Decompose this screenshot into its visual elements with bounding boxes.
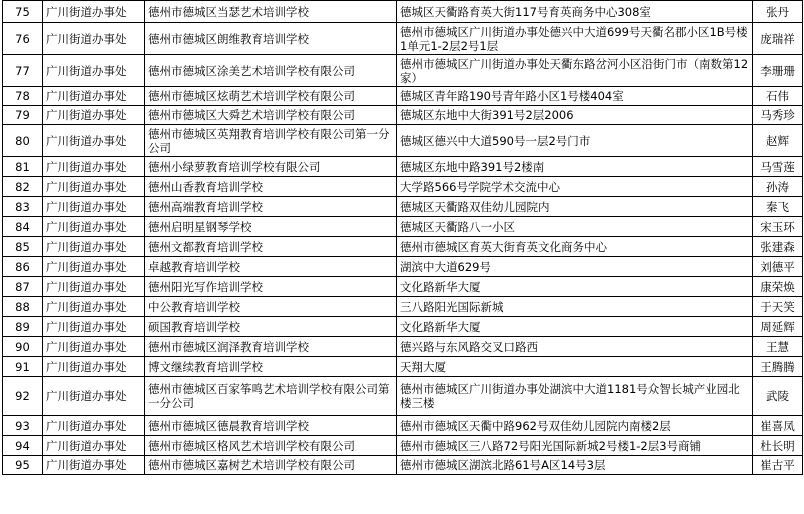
cell-school-name: 德州市德城区朗维教育培训学校 xyxy=(145,23,397,55)
cell-subdistrict: 广川街道办事处 xyxy=(43,357,145,377)
cell-number: 76 xyxy=(3,23,43,55)
cell-contact-person: 杜长明 xyxy=(753,436,803,456)
table-row xyxy=(3,416,803,436)
cell-subdistrict: 广川街道办事处 xyxy=(43,317,145,337)
schools-table-body xyxy=(3,1,803,475)
cell-school-name: 德州山香教育培训学校 xyxy=(145,177,397,197)
cell-number: 93 xyxy=(3,416,43,436)
cell-subdistrict: 广川街道办事处 xyxy=(43,337,145,357)
cell-number: 75 xyxy=(3,1,43,23)
cell-school-name: 德州高端教育培训学校 xyxy=(145,197,397,217)
cell-number: 81 xyxy=(3,157,43,177)
table-row xyxy=(3,23,803,55)
cell-school-name: 德州小绿萝教育培训学校有限公司 xyxy=(145,157,397,177)
cell-address: 德城区天衢路育英大街117号育英商务中心308室 xyxy=(397,1,753,23)
table-row xyxy=(3,277,803,297)
cell-address: 德城区东地中大街391号2层2006 xyxy=(397,106,753,125)
cell-contact-person: 石伟 xyxy=(753,87,803,106)
cell-contact-person: 赵辉 xyxy=(753,125,803,157)
cell-number: 92 xyxy=(3,377,43,416)
cell-number: 95 xyxy=(3,456,43,475)
cell-address: 德城区德兴中大道590号一层2号门市 xyxy=(397,125,753,157)
table-row xyxy=(3,177,803,197)
table-row xyxy=(3,357,803,377)
cell-contact-person: 孙涛 xyxy=(753,177,803,197)
cell-subdistrict: 广川街道办事处 xyxy=(43,456,145,475)
table-row xyxy=(3,257,803,277)
cell-contact-person: 刘德平 xyxy=(753,257,803,277)
cell-subdistrict: 广川街道办事处 xyxy=(43,87,145,106)
cell-subdistrict: 广川街道办事处 xyxy=(43,55,145,87)
cell-address: 文化路新华大厦 xyxy=(397,317,753,337)
cell-number: 77 xyxy=(3,55,43,87)
cell-subdistrict: 广川街道办事处 xyxy=(43,197,145,217)
cell-subdistrict: 广川街道办事处 xyxy=(43,277,145,297)
cell-school-name: 德州市德城区炫萌艺术培训学校有限公司 xyxy=(145,87,397,106)
table-row xyxy=(3,237,803,257)
table-row xyxy=(3,217,803,237)
cell-address: 湖滨中大道629号 xyxy=(397,257,753,277)
cell-contact-person: 王腾腾 xyxy=(753,357,803,377)
cell-school-name: 德州阳光写作培训学校 xyxy=(145,277,397,297)
cell-school-name: 德州市德城区当瑟艺术培训学校 xyxy=(145,1,397,23)
cell-number: 78 xyxy=(3,87,43,106)
cell-subdistrict: 广川街道办事处 xyxy=(43,377,145,416)
cell-contact-person: 秦飞 xyxy=(753,197,803,217)
table-row xyxy=(3,377,803,416)
cell-subdistrict: 广川街道办事处 xyxy=(43,1,145,23)
cell-contact-person: 马雪莲 xyxy=(753,157,803,177)
cell-subdistrict: 广川街道办事处 xyxy=(43,416,145,436)
table-row xyxy=(3,106,803,125)
cell-number: 80 xyxy=(3,125,43,157)
table-row xyxy=(3,1,803,23)
cell-school-name: 德州市德城区涂美艺术培训学校有限公司 xyxy=(145,55,397,87)
cell-school-name: 德州启明星钢琴学校 xyxy=(145,217,397,237)
cell-contact-person: 康荣焕 xyxy=(753,277,803,297)
table-row xyxy=(3,337,803,357)
cell-school-name: 德州市德城区英翔教育培训学校有限公司第一分公司 xyxy=(145,125,397,157)
cell-address: 三八路阳光国际新城 xyxy=(397,297,753,317)
cell-school-name: 德州市德城区大舜艺术培训学校有限公司 xyxy=(145,106,397,125)
cell-number: 82 xyxy=(3,177,43,197)
cell-address: 大学路566号学院学术交流中心 xyxy=(397,177,753,197)
cell-subdistrict: 广川街道办事处 xyxy=(43,157,145,177)
cell-number: 87 xyxy=(3,277,43,297)
cell-contact-person: 张丹 xyxy=(753,1,803,23)
cell-number: 84 xyxy=(3,217,43,237)
cell-address: 德兴路与东风路交叉口路西 xyxy=(397,337,753,357)
cell-address: 德州市德城区三八路72号阳光国际新城2号楼1-2层3号商铺 xyxy=(397,436,753,456)
cell-number: 90 xyxy=(3,337,43,357)
cell-subdistrict: 广川街道办事处 xyxy=(43,125,145,157)
cell-number: 86 xyxy=(3,257,43,277)
cell-contact-person: 马秀珍 xyxy=(753,106,803,125)
table-row xyxy=(3,317,803,337)
table-row xyxy=(3,297,803,317)
cell-school-name: 德州文都教育培训学校 xyxy=(145,237,397,257)
cell-number: 94 xyxy=(3,436,43,456)
cell-contact-person: 崔古平 xyxy=(753,456,803,475)
cell-contact-person: 宋玉环 xyxy=(753,217,803,237)
cell-number: 88 xyxy=(3,297,43,317)
cell-school-name: 德州市德城区嘉树艺术培训学校有限公司 xyxy=(145,456,397,475)
cell-subdistrict: 广川街道办事处 xyxy=(43,177,145,197)
table-row xyxy=(3,87,803,106)
cell-address: 德州市德城区广川街道办事处天衢东路岔河小区沿街门市（南数第12家） xyxy=(397,55,753,87)
cell-address: 德城区青年路190号青年路小区1号楼404室 xyxy=(397,87,753,106)
cell-school-name: 博文继续教育培训学校 xyxy=(145,357,397,377)
table-row xyxy=(3,436,803,456)
cell-address: 德州市德城区育英大街育英文化商务中心 xyxy=(397,237,753,257)
cell-school-name: 德州市德城区德晨教育培训学校 xyxy=(145,416,397,436)
cell-address: 德州市德城区天衢中路962号双佳幼儿园院内南楼2层 xyxy=(397,416,753,436)
cell-subdistrict: 广川街道办事处 xyxy=(43,106,145,125)
cell-number: 83 xyxy=(3,197,43,217)
cell-address: 德州市德城区广川街道办事处德兴中大道699号天衢名郡小区1B号楼1单元1-2层2号1层 xyxy=(397,23,753,55)
cell-address: 文化路新华大厦 xyxy=(397,277,753,297)
schools-table xyxy=(2,0,803,475)
cell-school-name: 德州市德城区格风艺术培训学校有限公司 xyxy=(145,436,397,456)
cell-number: 91 xyxy=(3,357,43,377)
cell-school-name: 卓越教育培训学校 xyxy=(145,257,397,277)
table-row xyxy=(3,456,803,475)
cell-subdistrict: 广川街道办事处 xyxy=(43,436,145,456)
cell-address: 德城区天衢路八一小区 xyxy=(397,217,753,237)
cell-address: 德州市德城区湖滨北路61号A区14号3层 xyxy=(397,456,753,475)
cell-subdistrict: 广川街道办事处 xyxy=(43,23,145,55)
cell-contact-person: 李珊珊 xyxy=(753,55,803,87)
cell-school-name: 中公教育培训学校 xyxy=(145,297,397,317)
cell-address: 德城区东地中路391号2楼南 xyxy=(397,157,753,177)
cell-contact-person: 周延辉 xyxy=(753,317,803,337)
cell-subdistrict: 广川街道办事处 xyxy=(43,257,145,277)
cell-contact-person: 于天笑 xyxy=(753,297,803,317)
table-row xyxy=(3,125,803,157)
cell-number: 85 xyxy=(3,237,43,257)
cell-school-name: 德州市德城区润泽教育培训学校 xyxy=(145,337,397,357)
cell-address: 德州市德城区广川街道办事处湖滨中大道1181号众智长城产业园北楼三楼 xyxy=(397,377,753,416)
cell-school-name: 德州市德城区百家筝鸣艺术培训学校有限公司第一分公司 xyxy=(145,377,397,416)
cell-contact-person: 崔喜凤 xyxy=(753,416,803,436)
cell-contact-person: 王慧 xyxy=(753,337,803,357)
table-row xyxy=(3,197,803,217)
table-row xyxy=(3,157,803,177)
cell-school-name: 硕国教育培训学校 xyxy=(145,317,397,337)
cell-contact-person: 武陵 xyxy=(753,377,803,416)
cell-subdistrict: 广川街道办事处 xyxy=(43,217,145,237)
cell-address: 天翔大厦 xyxy=(397,357,753,377)
cell-contact-person: 张建森 xyxy=(753,237,803,257)
cell-number: 79 xyxy=(3,106,43,125)
cell-contact-person: 庞瑞祥 xyxy=(753,23,803,55)
cell-subdistrict: 广川街道办事处 xyxy=(43,297,145,317)
cell-subdistrict: 广川街道办事处 xyxy=(43,237,145,257)
table-row xyxy=(3,55,803,87)
cell-address: 德城区天衢路双佳幼儿园院内 xyxy=(397,197,753,217)
cell-number: 89 xyxy=(3,317,43,337)
